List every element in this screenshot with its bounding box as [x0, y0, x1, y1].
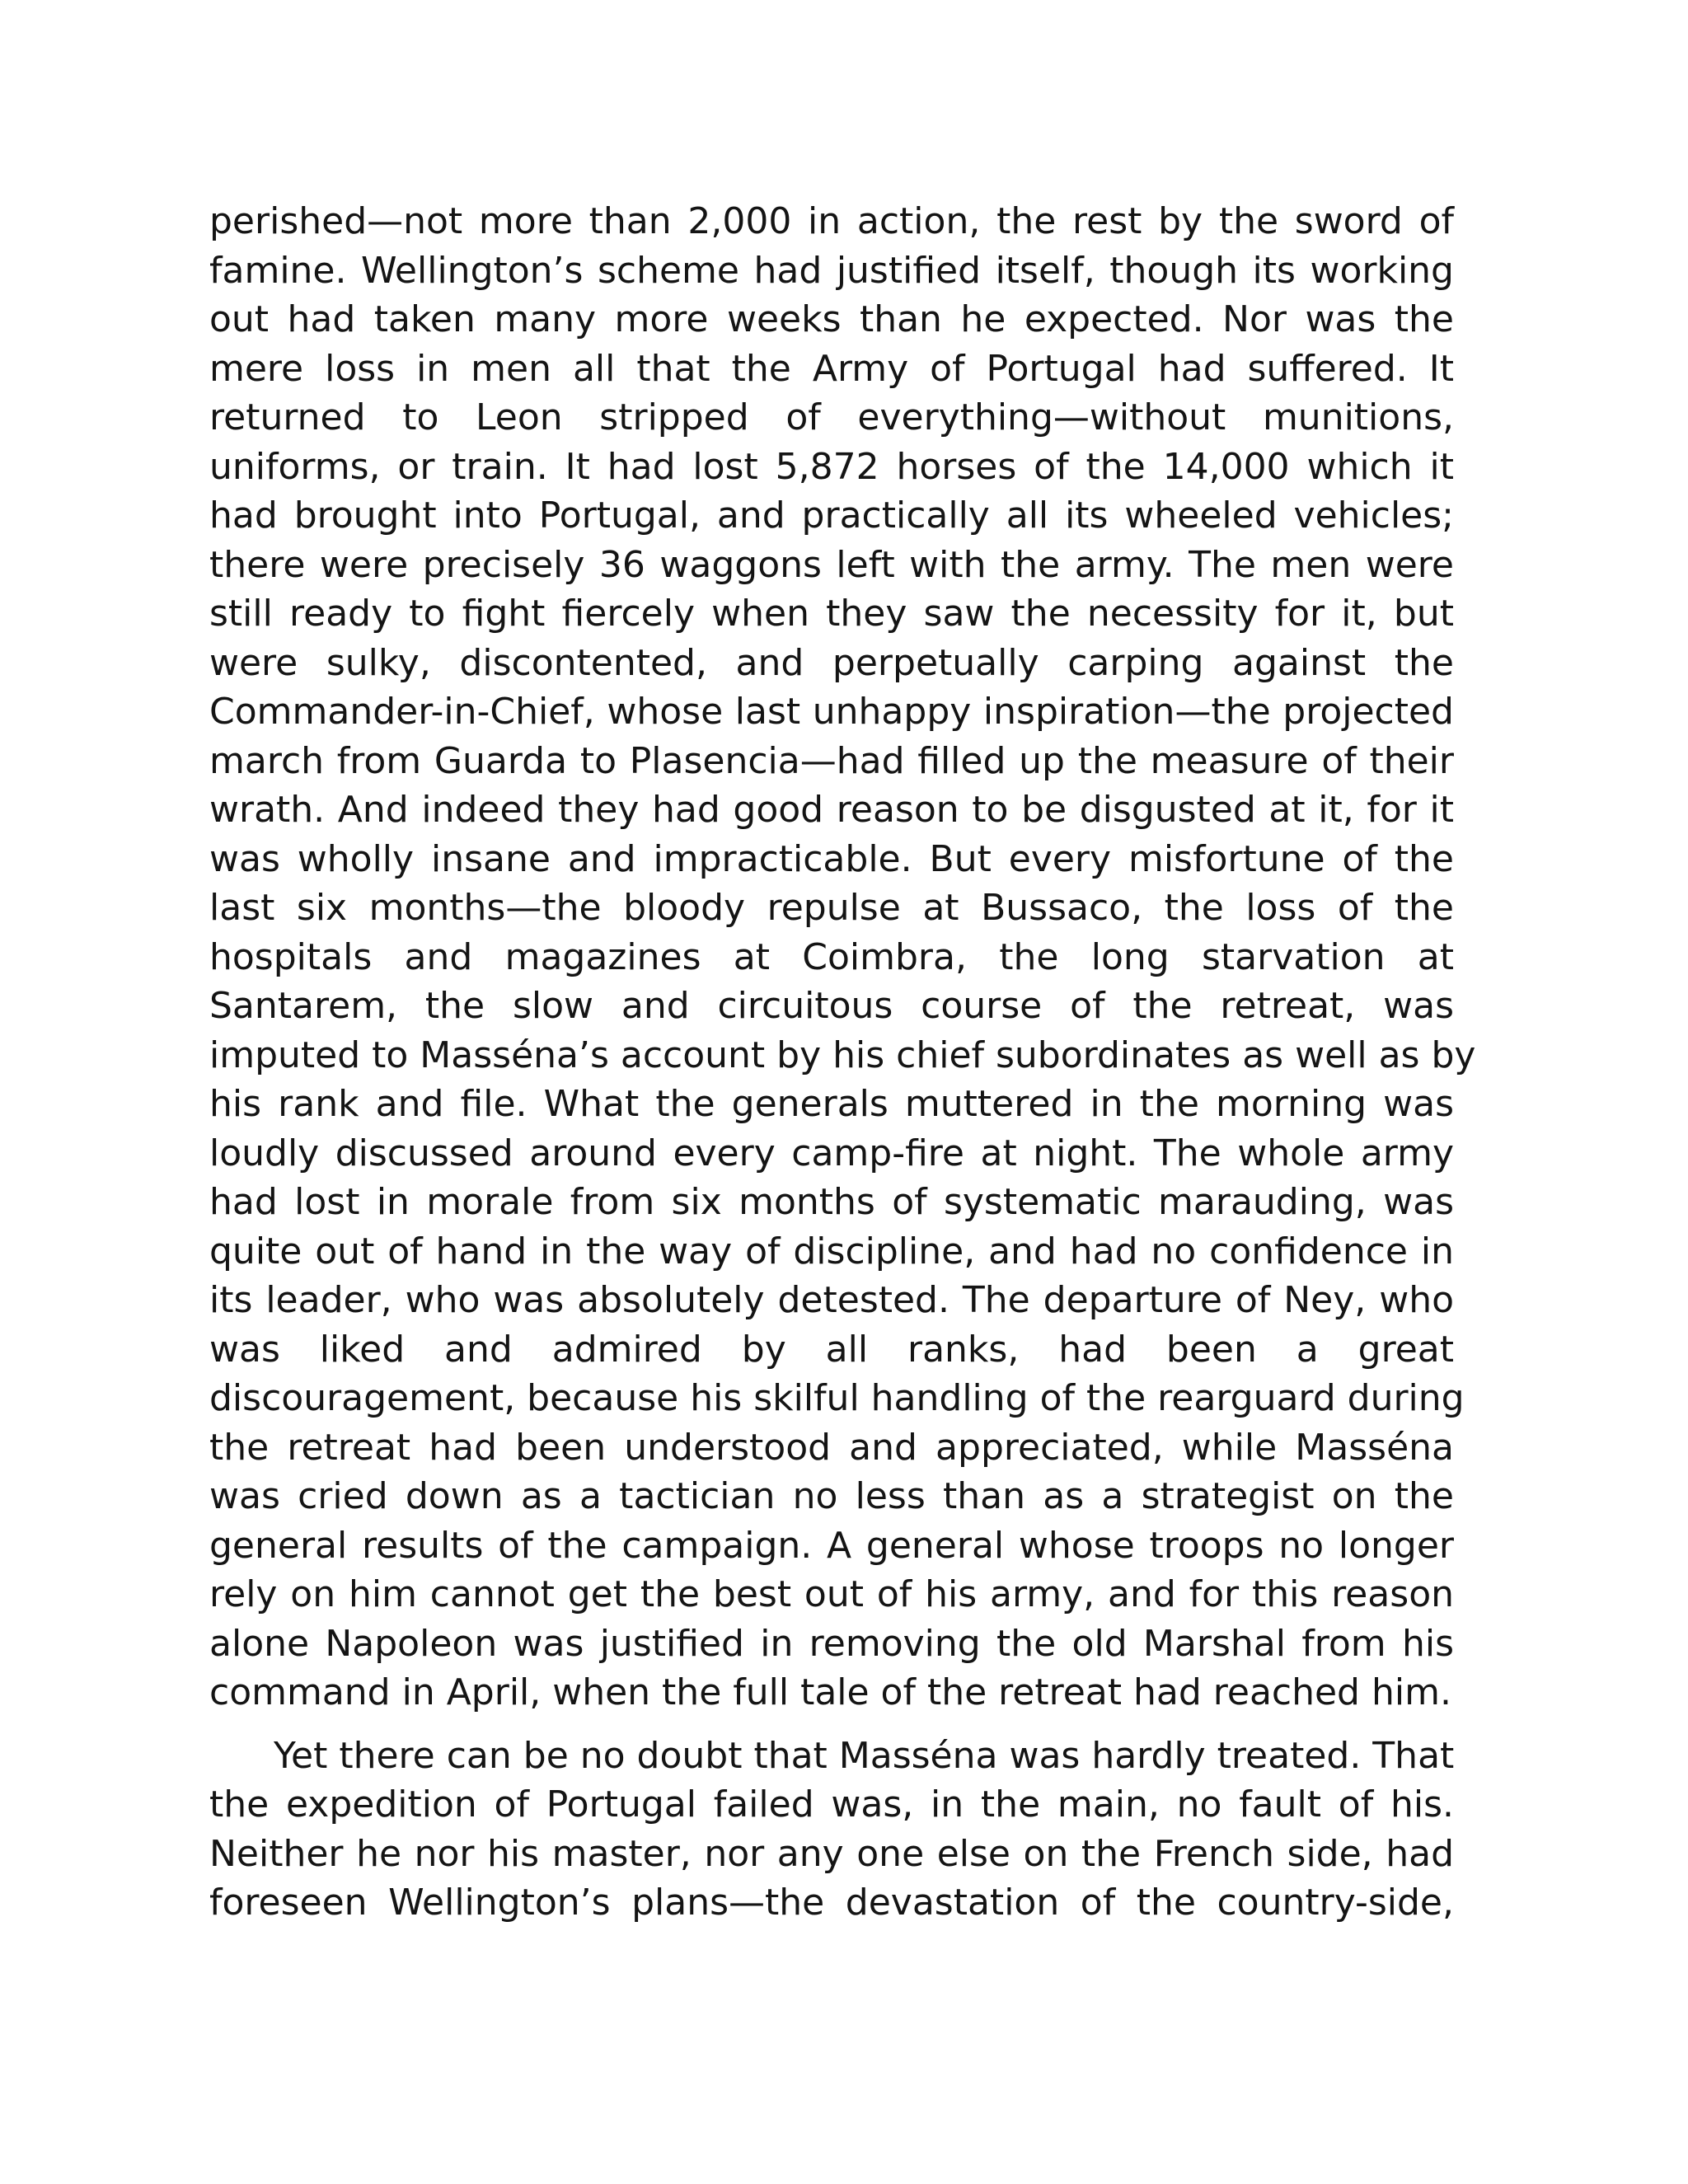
text-line: last six months—the bloody repulse at Bussaco, the loss of the	[209, 887, 1454, 929]
text-line: rely on him cannot get the best out of his army, and for this reason	[209, 1573, 1454, 1615]
text-line: perished—not more than 2,000 in action, the rest by the sword of	[209, 200, 1454, 242]
text-line: Commander-in-Chief, whose last unhappy inspiration—the projected	[209, 691, 1454, 733]
text-line: march from Guarda to Plasencia—had filled up the measure of their	[209, 739, 1454, 782]
text-line: was wholly insane and impracticable. But every misfortune of the	[209, 837, 1454, 880]
text-line: Yet there can be no doubt that Masséna was hardly treated. That	[274, 1734, 1455, 1777]
body-text	[209, 197, 1476, 1928]
text-line: famine. Wellington’s scheme had justified itself, though its working	[209, 249, 1454, 292]
text-line: its leader, who was absolutely detested. The departure of Ney, who	[209, 1279, 1454, 1321]
text-line: returned to Leon stripped of everything—without munitions,	[209, 396, 1454, 438]
text-line: the expedition of Portugal failed was, in the main, no fault of his.	[209, 1783, 1454, 1825]
text-line: imputed to Masséna’s account by his chief subordinates as well as by	[209, 1033, 1476, 1076]
text-line: there were precisely 36 waggons left with the army. The men were	[209, 543, 1454, 586]
text-line: out had taken many more weeks than he expected. Nor was the	[209, 298, 1454, 340]
text-line: foreseen Wellington’s plans—the devastation of the country-side,	[209, 1882, 1454, 1924]
paragraph-1	[209, 197, 1476, 1718]
text-line: wrath. And indeed they had good reason to be disgusted at it, for it	[209, 789, 1454, 831]
text-line: still ready to fight fiercely when they saw the necessity for it, but	[209, 593, 1454, 635]
text-line: quite out of hand in the way of discipline, and had no confidence in	[209, 1230, 1454, 1272]
text-line: discouragement, because his skilful handling of the rearguard during	[209, 1377, 1465, 1419]
text-line: were sulky, discontented, and perpetually carping against the	[209, 641, 1454, 684]
text-line: uniforms, or train. It had lost 5,872 horses of the 14,000 which it	[209, 445, 1454, 488]
text-line: the retreat had been understood and appreciated, while Masséna	[209, 1426, 1454, 1469]
text-line: his rank and file. What the generals muttered in the morning was	[209, 1083, 1454, 1125]
text-line: was liked and admired by all ranks, had been a great	[209, 1328, 1454, 1371]
text-line: Santarem, the slow and circuitous course of the retreat, was	[209, 985, 1454, 1027]
text-line: general results of the campaign. A general whose troops no longer	[209, 1524, 1454, 1567]
paragraph-2	[209, 1732, 1454, 1928]
text-line: alone Napoleon was justified in removing the old Marshal from his	[209, 1622, 1454, 1665]
text-line: had lost in morale from six months of systematic marauding, was	[209, 1181, 1454, 1223]
text-line: was cried down as a tactician no less than as a strategist on the	[209, 1475, 1454, 1517]
text-line: had brought into Portugal, and practically all its wheeled vehicles;	[209, 494, 1454, 537]
paragraph-gap	[209, 1718, 1454, 1732]
text-line: mere loss in men all that the Army of Portugal had suffered. It	[209, 347, 1454, 390]
text-line: hospitals and magazines at Coimbra, the long starvation at	[209, 935, 1454, 978]
text-line: Neither he nor his master, nor any one else on the French side, had	[209, 1832, 1454, 1875]
text-line: command in April, when the full tale of the retreat had reached him.	[209, 1671, 1451, 1713]
text-line: loudly discussed around every camp-fire at night. The whole army	[209, 1132, 1454, 1174]
